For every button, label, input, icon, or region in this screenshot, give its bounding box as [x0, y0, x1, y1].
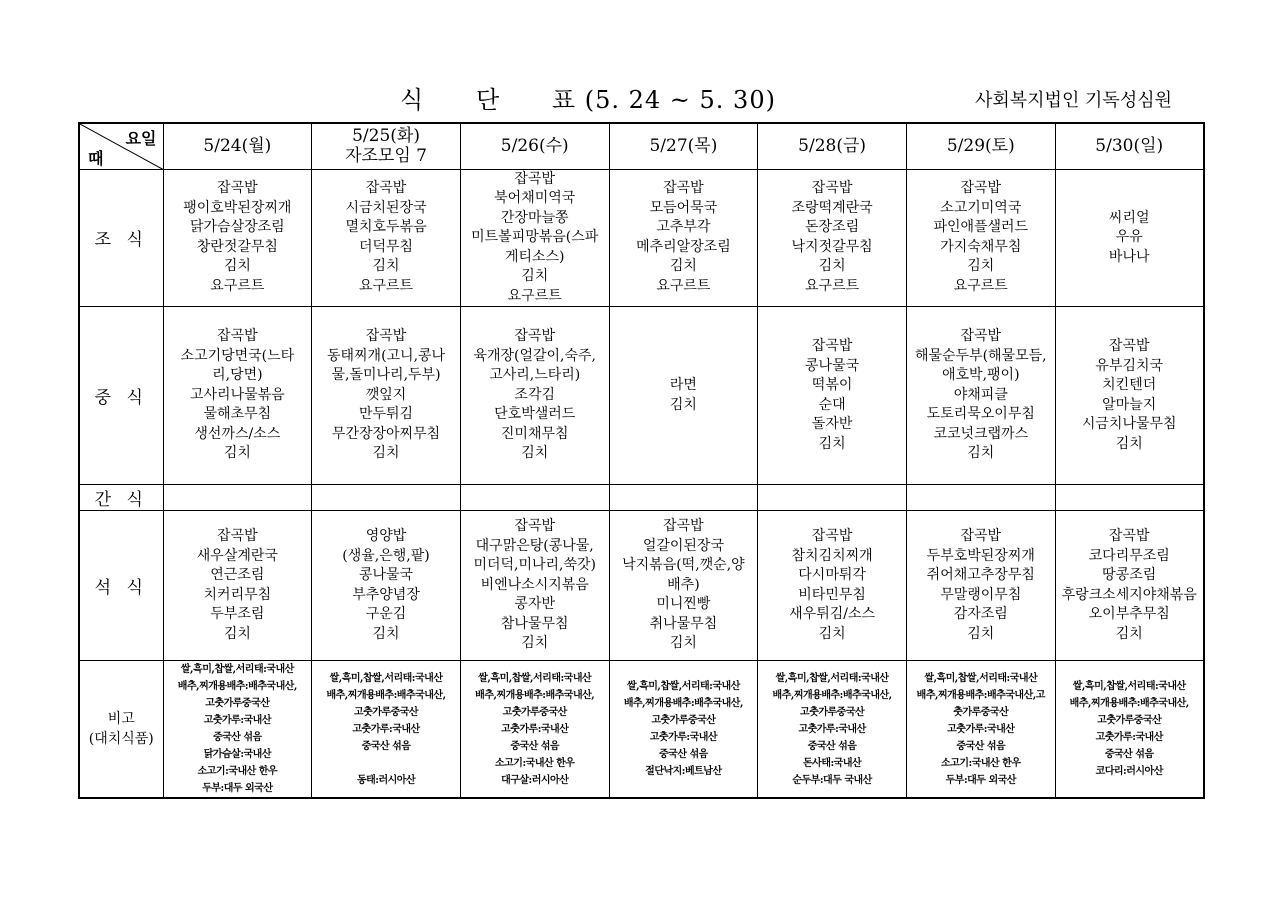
menu-item: 김치: [521, 445, 549, 462]
menu-item: 우유: [1115, 229, 1143, 245]
menu-cell: [758, 169, 907, 307]
menu-item: 취나물무침: [649, 615, 718, 632]
menu-cell: [609, 169, 758, 307]
menu-item: 진미채무침: [500, 425, 569, 442]
menu-item: 김치: [818, 435, 846, 452]
origin-note-line: 닭가슴살:국내산: [203, 749, 271, 760]
origin-note-line: 쌀,흑미,찹쌀,서리태:국내산: [775, 672, 889, 684]
menu-cell: [460, 307, 609, 485]
day-header: [163, 123, 312, 169]
origin-note-line: 쌀,흑미,찹쌀,서리태:국내산: [1072, 681, 1186, 692]
day-note: 자조모임 7: [345, 146, 427, 167]
origin-note-line: 쌀,흑미,찹쌀,서리태:국내산: [180, 664, 294, 675]
menu-cell: [906, 169, 1055, 307]
menu-item: 대구맑은탕(콩나물,: [475, 537, 594, 554]
menu-item: 잡곡밥: [663, 180, 704, 197]
origin-note-line: 배추,찌개용배추:배추국내산,: [1069, 698, 1189, 709]
menu-item: 김치: [967, 625, 995, 642]
menu-item: 생선까스/소스: [194, 425, 281, 442]
menu-cell: [609, 307, 758, 485]
origin-note-cell: [312, 661, 461, 799]
menu-item: 돌자반: [811, 416, 853, 432]
origin-note-line: 중국산 섞음: [659, 749, 708, 760]
origin-note-line: 소고기:국내산 한우: [494, 757, 575, 769]
origin-note-line: 중국산 섞음: [956, 740, 1006, 752]
origin-note-line: 동태:러시아산: [356, 774, 416, 786]
origin-note-line: 고춧가루중국산: [651, 715, 716, 726]
menu-item: 조각김: [514, 386, 555, 403]
menu-item: 비엔나소시지볶음: [480, 576, 589, 593]
menu-item: 후랑크소세지야채볶음: [1061, 586, 1197, 603]
corner-time-label: 때: [88, 149, 104, 169]
menu-item: 김치: [1115, 625, 1143, 642]
menu-item: 영양밥: [365, 528, 407, 544]
day-date: 5/30(일): [1095, 136, 1164, 157]
menu-item: 콩나물국: [358, 567, 414, 583]
origin-note-line: 소고기:국내산 한우: [941, 757, 1021, 769]
origin-note-line: 배추,찌개용배추:배추국내산,고: [916, 689, 1045, 701]
origin-note-line: 고춧가루중국산: [800, 706, 865, 718]
menu-item: 고추부각: [656, 219, 711, 236]
day-date: 5/26(수): [500, 136, 569, 157]
menu-item: 잡곡밥: [811, 528, 853, 544]
menu-item: 잡곡밥: [1108, 528, 1150, 544]
menu-item: 잡곡밥: [960, 180, 1002, 197]
origin-note-cell: [758, 661, 907, 799]
menu-item: 코다리무조림: [1088, 547, 1170, 564]
menu-item: 바나나: [1108, 248, 1150, 265]
menu-item: 동태찌개(고니,콩나: [326, 347, 446, 364]
menu-cell: [609, 485, 758, 511]
menu-item: 김치: [669, 635, 697, 652]
origin-note-line: 중국산 섞음: [361, 740, 411, 752]
menu-item: 잡곡밥: [365, 180, 407, 197]
menu-item: 김치: [372, 445, 400, 462]
origin-note-line: 두부:대두 외국산: [202, 783, 273, 794]
menu-item: 김치: [669, 258, 697, 275]
menu-item: 김치: [967, 445, 995, 462]
menu-item: 간장마늘쫑: [500, 209, 569, 226]
menu-item: 김치: [1115, 435, 1143, 452]
menu-item: 더덕무침: [358, 238, 414, 255]
menu-item: 김치: [372, 625, 400, 642]
menu-item: 새우살계란국: [196, 547, 278, 564]
menu-item: 떡볶이: [811, 377, 853, 393]
menu-item: 김치: [223, 258, 251, 275]
menu-item: 야채피클: [953, 386, 1008, 403]
origin-note-line: 고춧가루중국산: [502, 706, 567, 718]
origin-note-line: 쌀,흑미,찹쌀,서리태:국내산: [626, 681, 740, 692]
origin-note-line: 소고기:국내산 한우: [197, 766, 278, 777]
menu-item: 잡곡밥: [514, 328, 555, 345]
menu-item: 잡곡밥: [217, 528, 258, 544]
meal-table: [78, 122, 1205, 799]
menu-cell: [312, 169, 461, 307]
menu-item: 잡곡밥: [217, 180, 258, 197]
day-header: [609, 123, 758, 169]
menu-cell: [1055, 169, 1204, 307]
menu-item: 잡곡밥: [217, 328, 258, 345]
day-header: [1055, 123, 1204, 169]
day-header: [312, 123, 461, 169]
menu-item: 콩자반: [514, 596, 555, 613]
menu-item: 다시마튀각: [798, 567, 866, 583]
origin-note-cell: [460, 661, 609, 799]
menu-item: 단호박샐러드: [494, 406, 576, 423]
origin-note-line: 순두부:대두 국내산: [792, 774, 872, 786]
meal-row-lunch: [79, 307, 1204, 485]
origin-note-line: 배추,찌개용배추:배추국내산,: [623, 698, 743, 709]
menu-item: 잡곡밥: [514, 518, 555, 535]
menu-item: 물,돌미나리,두부): [331, 367, 441, 384]
menu-cell: [906, 307, 1055, 485]
header-row: [79, 123, 1204, 169]
corner-day-label: 요일: [125, 129, 157, 149]
menu-item: 고사리,느타리): [489, 367, 581, 384]
menu-item: 낙지볶음(떡,깻순,양: [622, 557, 745, 574]
menu-cell: [1055, 511, 1204, 661]
menu-item: 감자조림: [953, 606, 1008, 622]
menu-item: 메추리알장조림: [636, 238, 731, 255]
menu-item: 고사리나물볶음: [190, 386, 285, 403]
menu-item: 얼갈이된장국: [642, 537, 724, 554]
menu-item: 리,당면): [212, 367, 263, 384]
menu-cell: [906, 485, 1055, 511]
menu-item: 요구르트: [656, 277, 711, 294]
origin-note-line: 배추,찌개용배추:배추국내산,: [475, 689, 595, 701]
menu-cell: [460, 511, 609, 661]
origin-note-line: 돈사태:국내산: [803, 757, 862, 769]
day-date: 5/24(월): [203, 136, 272, 157]
meal-label: 중 식: [79, 307, 163, 485]
menu-item: 잡곡밥: [365, 328, 407, 345]
menu-cell: [312, 485, 461, 511]
menu-item: 무말랭이무침: [940, 586, 1022, 603]
menu-item: 부추양념장: [352, 586, 420, 603]
origin-note-line: [312, 755, 460, 772]
origin-note-line: 중국산 섞음: [510, 740, 560, 752]
menu-item: 미니찐빵: [656, 596, 711, 613]
origin-note-line: 중국산 섞음: [1104, 749, 1154, 760]
menu-item: 애호박,팽이): [942, 367, 1020, 384]
origin-note-line: 고춧가루중국산: [353, 706, 419, 718]
notes-label-line2: (대치식품): [88, 731, 154, 747]
origin-note-line: 중국산 섞음: [807, 740, 857, 752]
menu-item: 시금치된장국: [345, 199, 427, 216]
menu-item: 잡곡밥: [1108, 338, 1150, 354]
origin-note-line: 고춧가루중국산: [205, 698, 270, 709]
day-date: 5/28(금): [798, 136, 867, 157]
menu-item: 북어채미역국: [494, 190, 576, 206]
menu-item: 만두튀김: [358, 406, 414, 423]
menu-item: 잡곡밥: [960, 528, 1002, 544]
menu-item: 시금치나물무침: [1081, 416, 1177, 432]
menu-item: 무간장장아찌무침: [331, 425, 441, 442]
origin-note-line: 고춧가루중국산: [1097, 715, 1162, 726]
origin-note-cell: [1055, 661, 1204, 799]
menu-item: 김치: [223, 625, 251, 642]
origin-note-line: 중국산 섞음: [212, 732, 262, 743]
origin-note-line: 쌀,흑미,찹쌀,서리태:국내산: [924, 672, 1038, 684]
menu-item: 요구르트: [507, 287, 562, 304]
origin-note-line: 배추,찌개용배추:배추국내산,: [772, 689, 892, 701]
meal-row-dinner: [79, 511, 1204, 661]
origin-note-line: 절단낙지:베트남산: [645, 766, 722, 777]
menu-item: 잡곡밥: [514, 170, 555, 187]
notes-row: [79, 661, 1204, 799]
origin-note-line: 배추,찌개용배추:배추국내산,: [177, 681, 297, 692]
menu-item: 두부조림: [210, 606, 265, 622]
origin-note-cell: [609, 661, 758, 799]
menu-item: 치킨텐더: [1102, 377, 1157, 393]
menu-item: 잡곡밥: [811, 338, 853, 354]
menu-item: 게티소스): [504, 248, 565, 265]
origin-note-line: 대구살:러시아산: [501, 774, 569, 786]
day-date: 5/25(화): [352, 126, 420, 147]
menu-item: 참나물무침: [500, 615, 569, 632]
menu-item: 구운김: [365, 606, 407, 622]
menu-item: 김치: [521, 268, 549, 284]
menu-item: 해물순두부(해물모듬,: [914, 347, 1047, 364]
menu-item: 요구르트: [953, 277, 1008, 294]
menu-item: 닭가슴살장조림: [190, 219, 285, 236]
menu-item: 유부김치국: [1095, 357, 1164, 374]
menu-item: 코코넛크랩까스: [933, 425, 1029, 442]
menu-cell: [906, 511, 1055, 661]
origin-note-cell: [906, 661, 1055, 799]
menu-item: 육개장(얼갈이,숙주,: [473, 347, 596, 364]
menu-cell: [460, 485, 609, 511]
day-date: 5/29(토): [946, 136, 1015, 157]
menu-item: 가지숙채무침: [940, 238, 1022, 255]
page-title: 식 단 표 (5. 24 ~ 5. 30): [400, 86, 776, 114]
menu-item: 라면: [669, 377, 697, 393]
menu-item: 파인애플샐러드: [933, 219, 1029, 236]
origin-note-line: 코다리:러시아산: [1095, 766, 1163, 777]
menu-item: 김치: [521, 635, 549, 652]
menu-item: 오이부추무침: [1088, 606, 1170, 622]
menu-item: 비타민무침: [798, 586, 866, 603]
origin-note-line: 고춧가루:국내산: [501, 723, 569, 735]
origin-note-line: 고춧가루:국내산: [649, 732, 718, 743]
menu-item: 김치: [967, 258, 995, 275]
menu-cell: [163, 485, 312, 511]
menu-item: 배추): [667, 576, 700, 593]
menu-item: 김치: [223, 445, 251, 462]
menu-item: 김치: [669, 396, 697, 413]
origin-note-line: 두부:대두 외국산: [945, 774, 1016, 786]
day-header: [460, 123, 609, 169]
menu-item: 창란젓갈무침: [196, 238, 278, 255]
menu-item: 김치: [818, 258, 846, 275]
origin-note-line: 고춧가루:국내산: [352, 723, 420, 735]
origin-note-line: 쌀,흑미,찹쌀,서리태:국내산: [329, 672, 443, 684]
menu-cell: [312, 511, 461, 661]
menu-item: 요구르트: [210, 277, 265, 294]
menu-item: 순대: [818, 396, 846, 413]
origin-note-line: 고춧가루:국내산: [798, 723, 866, 735]
menu-cell: [163, 169, 312, 307]
origin-note-cell: [163, 661, 312, 799]
menu-item: 팽이호박된장찌개: [183, 199, 292, 216]
menu-item: 씨리얼: [1108, 209, 1150, 226]
menu-cell: [460, 169, 609, 307]
menu-item: 잡곡밥: [811, 180, 853, 197]
menu-item: 요구르트: [358, 277, 414, 294]
day-date: 5/27(목): [649, 136, 718, 157]
menu-item: 낙지젓갈무침: [791, 238, 873, 255]
menu-cell: [758, 307, 907, 485]
meal-row-snack: [79, 485, 1204, 511]
origin-note-line: 고춧가루:국내산: [203, 715, 271, 726]
menu-item: 잡곡밥: [663, 518, 704, 535]
menu-item: (생율,은행,팥): [342, 547, 430, 564]
menu-item: 땅콩조림: [1102, 567, 1157, 583]
menu-item: 알마늘지: [1102, 396, 1157, 413]
menu-cell: [609, 511, 758, 661]
day-header: [758, 123, 907, 169]
day-header: [906, 123, 1055, 169]
origin-note-line: 쌀,흑미,찹쌀,서리태:국내산: [478, 672, 592, 684]
menu-item: 소고기미역국: [940, 199, 1022, 216]
menu-item: 물해초무침: [203, 406, 272, 423]
menu-item: 참치김치찌개: [791, 547, 873, 564]
menu-item: 모듬어묵국: [649, 199, 718, 216]
menu-cell: [163, 307, 312, 485]
menu-cell: [1055, 485, 1204, 511]
menu-item: 깻잎지: [365, 386, 407, 403]
menu-item: 조랑떡계란국: [791, 199, 873, 216]
meal-label: 조 식: [79, 169, 163, 307]
menu-item: 돈장조림: [805, 219, 860, 236]
origin-note-line: 고춧가루:국내산: [1095, 732, 1163, 743]
meal-label: 석 식: [79, 511, 163, 661]
menu-item: 치커리무침: [203, 586, 272, 603]
menu-cell: [312, 307, 461, 485]
menu-cell: [163, 511, 312, 661]
menu-item: 김치: [372, 258, 400, 275]
menu-item: 요구르트: [805, 277, 860, 294]
menu-item: 도토리묵오이무침: [926, 406, 1035, 423]
menu-item: 새우튀김/소스: [789, 606, 876, 622]
menu-item: 멸치호두볶음: [345, 219, 427, 236]
corner-cell: [79, 123, 163, 169]
notes-label: [79, 661, 163, 799]
menu-item: 쥐어채고추장무침: [926, 567, 1035, 583]
menu-item: 소고기당면국(느타: [180, 347, 295, 364]
notes-label-line1: 비고: [107, 711, 135, 727]
origin-note-line: 고춧가루:국내산: [947, 723, 1015, 735]
menu-cell: [758, 511, 907, 661]
meal-label: 간 식: [79, 485, 163, 511]
menu-item: 미트볼피망볶음(스파: [471, 229, 599, 245]
origin-note-line: 춧가루중국산: [953, 706, 1009, 718]
organization-name: 사회복지법인 기독성심원: [975, 90, 1172, 111]
menu-cell: [758, 485, 907, 511]
menu-item: 잡곡밥: [960, 328, 1002, 345]
menu-item: 두부호박된장찌개: [926, 547, 1035, 564]
menu-item: 김치: [818, 625, 846, 642]
menu-cell: [1055, 307, 1204, 485]
menu-item: 연근조림: [210, 567, 265, 583]
menu-item: 콩나물국: [805, 357, 860, 374]
meal-row-breakfast: [79, 169, 1204, 307]
origin-note-line: 배추,찌개용배추:배추국내산,: [326, 689, 446, 701]
menu-item: 미더덕,미나리,쑥갓): [473, 557, 596, 574]
